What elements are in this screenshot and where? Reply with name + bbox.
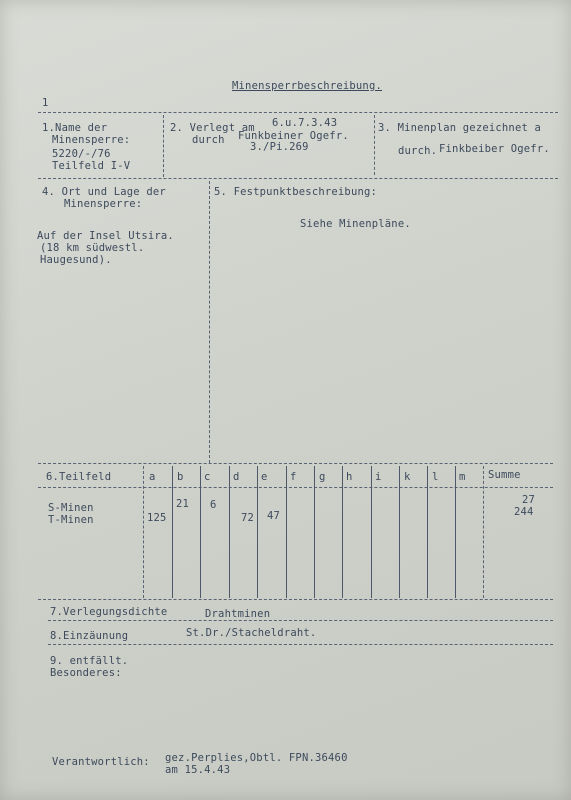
- form-top-line: [38, 112, 558, 113]
- col-header-m: m: [459, 471, 466, 483]
- cell-e-t: 47: [267, 510, 281, 522]
- field1-label-line1: 1.Name der: [42, 122, 108, 134]
- divider-1-2: [163, 115, 164, 177]
- col-header-f: f: [290, 471, 297, 483]
- col-header-i: i: [375, 471, 382, 483]
- field5-value: Siehe Minenpläne.: [300, 218, 411, 230]
- col-header-g: g: [319, 471, 326, 483]
- table-col-divider: [455, 466, 456, 598]
- field4-value-line1: Auf der Insel Utsira.: [37, 230, 174, 242]
- field2-label: 2. Verlegt am: [170, 122, 255, 134]
- section-line-1: [38, 178, 558, 179]
- field2-by-value: Funkbeiner Ogefr.: [238, 130, 349, 142]
- cell-b-s: 21: [176, 498, 190, 510]
- field4-value-line2: (18 km südwestl.: [40, 242, 145, 254]
- table-col-divider: [342, 466, 343, 598]
- col-header-d: d: [233, 471, 240, 483]
- document-title: Minensperrbeschreibung.: [232, 80, 382, 92]
- table-top-line: [38, 463, 553, 464]
- field1-value-line1: 5220/-/76: [52, 148, 111, 160]
- col-header-e: e: [261, 471, 268, 483]
- field5-label: 5. Festpunktbeschreibung:: [214, 186, 378, 198]
- field2-unit: 3./Pi.269: [250, 141, 309, 153]
- field3-by-label: durch.: [398, 145, 438, 157]
- field8-value: St.Dr./Stacheldraht.: [186, 627, 317, 639]
- field1-value-line2: Teilfeld I-V: [52, 160, 131, 172]
- field4-label-line2: Minensperre:: [64, 198, 143, 210]
- field1-label-line2: Minensperre:: [52, 134, 131, 146]
- row-label-s-minen: S-Minen: [48, 502, 94, 514]
- cell-sum-s: 27: [522, 494, 536, 506]
- footer-signature: gez.Perplies,Obtl. FPN.36460: [165, 752, 348, 764]
- field3-by-value: Finkbeiber Ogefr.: [439, 143, 550, 155]
- field4-label-line1: 4. Ort und Lage der: [42, 186, 166, 198]
- col-header-h: h: [346, 471, 353, 483]
- cell-c-s: 6: [210, 499, 217, 511]
- divider-2-3: [374, 115, 375, 175]
- table-col-divider: [314, 466, 315, 598]
- table-col-divider: [200, 466, 201, 598]
- cell-d-t: 72: [241, 512, 255, 524]
- field4-value-line3: Haugesund).: [40, 254, 112, 266]
- table-col-divider: [427, 466, 428, 598]
- section-line-7: [48, 620, 553, 621]
- col-header-sum: Summe: [488, 469, 521, 481]
- col-header-b: b: [177, 471, 184, 483]
- footer-label: Verantwortlich:: [52, 756, 150, 768]
- table-col-divider: [286, 466, 287, 598]
- col-header-k: k: [404, 471, 411, 483]
- col-header-c: c: [204, 471, 211, 483]
- row-label-t-minen: T-Minen: [48, 514, 94, 526]
- cell-sum-t: 244: [514, 506, 534, 518]
- col-header-a: a: [149, 471, 156, 483]
- table-col-divider: [172, 466, 173, 598]
- table-row-label: 6.Teilfeld: [46, 471, 112, 483]
- table-col-divider: [257, 466, 258, 598]
- field7-value: Drahtminen: [205, 608, 271, 620]
- field7-label: 7.Verlegungsdichte: [50, 606, 168, 618]
- cell-a-t: 125: [147, 512, 167, 524]
- field9-sub: Besonderes:: [50, 667, 122, 679]
- field2-date: 6.u.7.3.43: [272, 117, 338, 129]
- table-col-divider: [229, 466, 230, 598]
- table-header-line: [38, 487, 553, 488]
- table-bottom-line: [38, 599, 553, 600]
- page-mark: 1: [42, 97, 49, 109]
- table-col-divider: [143, 466, 144, 598]
- table-col-divider: [483, 466, 484, 598]
- divider-4-5: [209, 181, 210, 463]
- footer-date: am 15.4.43: [165, 764, 231, 776]
- field3-label: 3. Minenplan gezeichnet a: [378, 122, 542, 134]
- field9-label: 9. entfällt.: [50, 655, 129, 667]
- col-header-l: l: [432, 471, 439, 483]
- section-line-8: [48, 644, 553, 645]
- table-col-divider: [371, 466, 372, 598]
- field2-by-label: durch: [192, 134, 225, 146]
- table-col-divider: [399, 466, 400, 598]
- field8-label: 8.Einzäunung: [50, 630, 129, 642]
